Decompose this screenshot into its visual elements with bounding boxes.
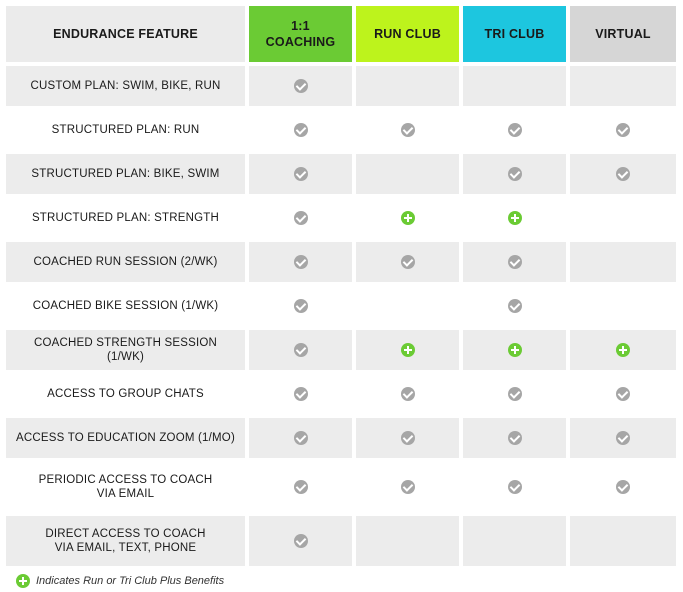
cell-tri-club xyxy=(463,154,566,194)
cell-virtual xyxy=(570,418,676,458)
check-circle-icon xyxy=(401,387,415,401)
check-circle-icon xyxy=(508,387,522,401)
cell-tri-club xyxy=(463,66,566,106)
cell-run-club xyxy=(356,330,459,370)
check-circle-icon xyxy=(401,123,415,137)
check-circle-icon xyxy=(294,343,308,357)
cell-run-club xyxy=(356,66,459,106)
cell-coaching xyxy=(249,154,352,194)
header-virtual: VIRTUAL xyxy=(570,6,676,62)
table-row xyxy=(6,242,678,282)
cell-tri-club xyxy=(463,242,566,282)
cell-coaching xyxy=(249,286,352,326)
cell-tri-club xyxy=(463,374,566,414)
cell-tri-club xyxy=(463,418,566,458)
check-circle-icon xyxy=(508,431,522,445)
table-row xyxy=(6,198,678,238)
cell-virtual xyxy=(570,330,676,370)
cell-virtual xyxy=(570,110,676,150)
check-circle-icon xyxy=(616,480,630,494)
feature-label: STRUCTURED PLAN: STRENGTH xyxy=(6,198,245,238)
cell-virtual xyxy=(570,198,676,238)
header-endurance-feature: ENDURANCE FEATURE xyxy=(6,6,245,62)
cell-coaching xyxy=(249,418,352,458)
cell-virtual xyxy=(570,242,676,282)
check-circle-icon xyxy=(294,534,308,548)
cell-virtual xyxy=(570,66,676,106)
table-row xyxy=(6,374,678,414)
table-header xyxy=(6,6,678,62)
cell-tri-club xyxy=(463,110,566,150)
cell-coaching xyxy=(249,330,352,370)
check-circle-icon xyxy=(294,255,308,269)
feature-label: DIRECT ACCESS TO COACH VIA EMAIL, TEXT, PHONE xyxy=(6,516,245,566)
comparison-table xyxy=(6,6,678,570)
header-tri-club: TRI CLUB xyxy=(463,6,566,62)
cell-run-club xyxy=(356,374,459,414)
cell-run-club xyxy=(356,462,459,512)
cell-run-club xyxy=(356,198,459,238)
plus-circle-icon xyxy=(616,343,630,357)
legend xyxy=(16,574,224,588)
header-coaching: 1:1 COACHING xyxy=(249,6,352,62)
plus-circle-icon xyxy=(508,343,522,357)
feature-label: COACHED RUN SESSION (2/WK) xyxy=(6,242,245,282)
cell-run-club xyxy=(356,110,459,150)
cell-coaching xyxy=(249,110,352,150)
cell-coaching xyxy=(249,374,352,414)
feature-label: ACCESS TO GROUP CHATS xyxy=(6,374,245,414)
check-circle-icon xyxy=(294,387,308,401)
check-circle-icon xyxy=(508,480,522,494)
cell-virtual xyxy=(570,516,676,566)
table-row xyxy=(6,462,678,512)
check-circle-icon xyxy=(508,255,522,269)
cell-tri-club xyxy=(463,462,566,512)
table-row xyxy=(6,154,678,194)
check-circle-icon xyxy=(401,431,415,445)
check-circle-icon xyxy=(294,299,308,313)
table-row xyxy=(6,330,678,370)
check-circle-icon xyxy=(294,431,308,445)
plus-circle-icon xyxy=(401,211,415,225)
plus-circle-icon xyxy=(16,574,30,588)
plus-circle-icon xyxy=(401,343,415,357)
cell-run-club xyxy=(356,242,459,282)
table-body xyxy=(6,66,678,566)
check-circle-icon xyxy=(616,123,630,137)
cell-tri-club xyxy=(463,198,566,238)
feature-label: COACHED STRENGTH SESSION (1/WK) xyxy=(6,330,245,370)
plus-circle-icon xyxy=(508,211,522,225)
check-circle-icon xyxy=(294,167,308,181)
feature-label: STRUCTURED PLAN: BIKE, SWIM xyxy=(6,154,245,194)
cell-virtual xyxy=(570,462,676,512)
cell-coaching xyxy=(249,66,352,106)
feature-label: CUSTOM PLAN: SWIM, BIKE, RUN xyxy=(6,66,245,106)
table-row xyxy=(6,286,678,326)
table-row xyxy=(6,110,678,150)
feature-label: ACCESS TO EDUCATION ZOOM (1/MO) xyxy=(6,418,245,458)
cell-run-club xyxy=(356,154,459,194)
cell-coaching xyxy=(249,516,352,566)
cell-tri-club xyxy=(463,330,566,370)
cell-tri-club xyxy=(463,286,566,326)
cell-virtual xyxy=(570,286,676,326)
cell-coaching xyxy=(249,198,352,238)
cell-coaching xyxy=(249,242,352,282)
feature-label: STRUCTURED PLAN: RUN xyxy=(6,110,245,150)
feature-label: COACHED BIKE SESSION (1/WK) xyxy=(6,286,245,326)
cell-coaching xyxy=(249,462,352,512)
cell-run-club xyxy=(356,516,459,566)
check-circle-icon xyxy=(294,211,308,225)
check-circle-icon xyxy=(616,167,630,181)
feature-label: PERIODIC ACCESS TO COACH VIA EMAIL xyxy=(6,462,245,512)
cell-virtual xyxy=(570,154,676,194)
check-circle-icon xyxy=(616,431,630,445)
header-run-club: RUN CLUB xyxy=(356,6,459,62)
cell-tri-club xyxy=(463,516,566,566)
cell-run-club xyxy=(356,418,459,458)
cell-run-club xyxy=(356,286,459,326)
check-circle-icon xyxy=(401,480,415,494)
cell-virtual xyxy=(570,374,676,414)
check-circle-icon xyxy=(401,255,415,269)
legend-text: Indicates Run or Tri Club Plus Benefits xyxy=(36,575,225,587)
check-circle-icon xyxy=(508,299,522,313)
check-circle-icon xyxy=(294,123,308,137)
check-circle-icon xyxy=(508,167,522,181)
table-row xyxy=(6,418,678,458)
check-circle-icon xyxy=(294,79,308,93)
table-row xyxy=(6,516,678,566)
check-circle-icon xyxy=(294,480,308,494)
check-circle-icon xyxy=(616,387,630,401)
check-circle-icon xyxy=(508,123,522,137)
table-row xyxy=(6,66,678,106)
